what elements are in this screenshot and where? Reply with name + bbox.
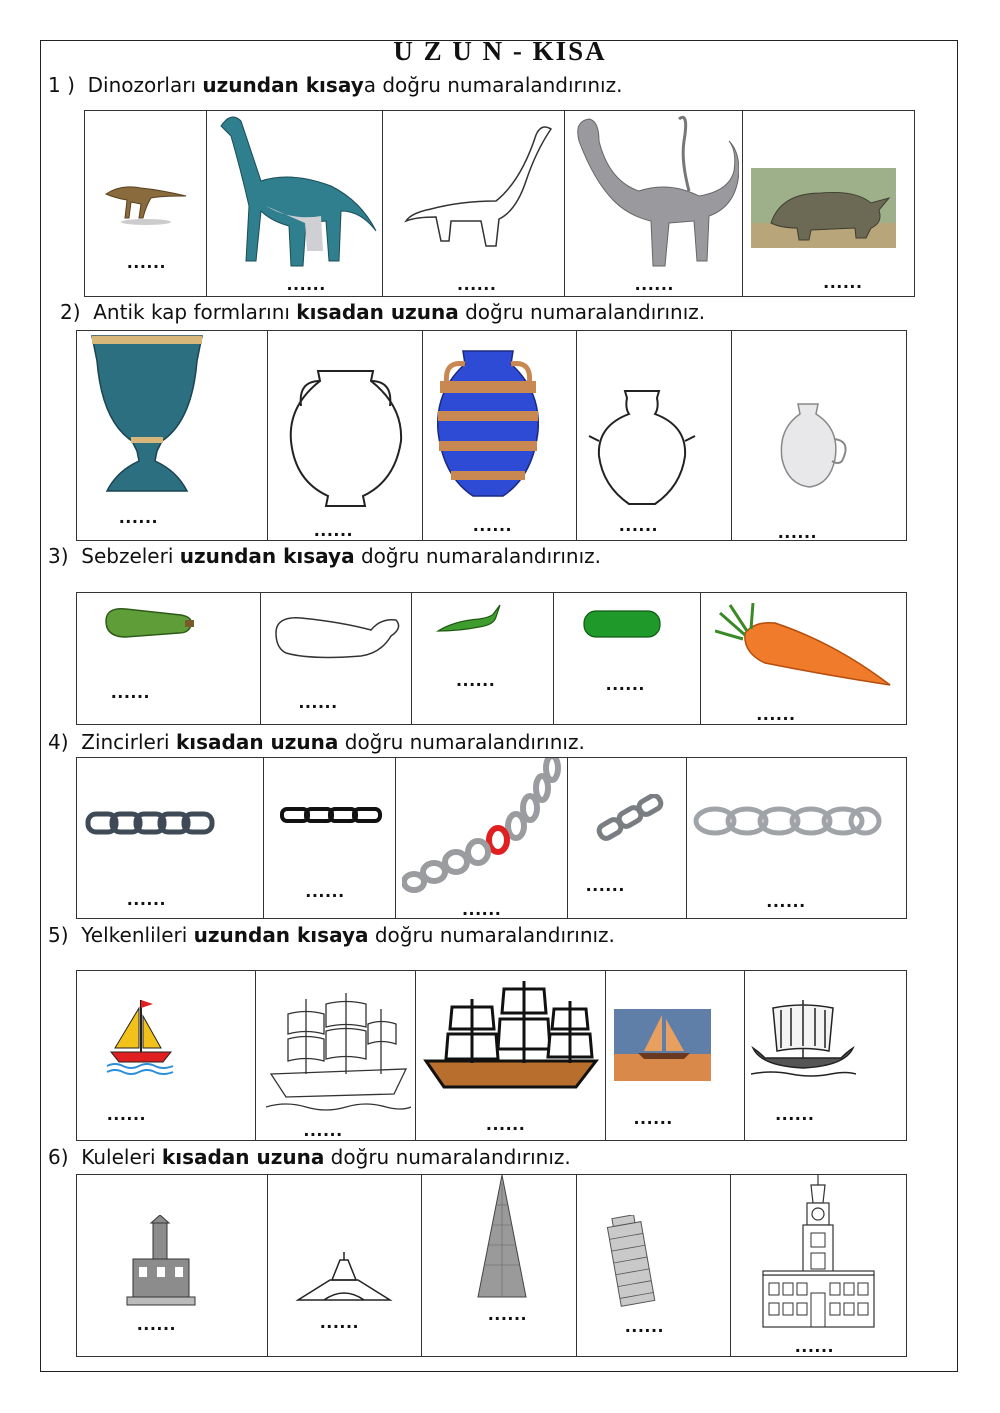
answer-blank[interactable]: ...... — [778, 521, 818, 543]
outline-amphora-image — [283, 366, 408, 511]
answer-blank[interactable]: ...... — [756, 703, 796, 725]
answer-blank[interactable]: ...... — [625, 1315, 665, 1337]
teal-chalice-image — [87, 331, 207, 501]
answer-blank[interactable]: ...... — [823, 271, 863, 293]
answer-blank[interactable]: ...... — [462, 898, 502, 920]
question-2: 2) Antik kap formlarını kısadan uzuna doğru numaralandırınız. — [60, 300, 706, 324]
vessel-cell-5 — [731, 331, 906, 543]
answer-blank[interactable]: ...... — [314, 519, 354, 541]
question-3-row — [76, 592, 907, 725]
zucchini-image — [101, 603, 196, 643]
question-6-row — [76, 1174, 907, 1357]
tower-cell-1 — [77, 1175, 267, 1356]
dino-cell-2 — [206, 111, 383, 296]
answer-blank[interactable]: ...... — [634, 273, 675, 295]
chain-cell-5 — [686, 758, 906, 918]
small-dinosaur-image — [101, 166, 191, 226]
short-chain-image — [594, 794, 669, 844]
outline-sauropod-image — [401, 121, 561, 251]
answer-blank[interactable]: ...... — [486, 1113, 526, 1135]
chain-cell-2 — [263, 758, 396, 918]
answer-blank[interactable]: ...... — [473, 514, 513, 536]
worksheet-title: U Z U N - KISA — [393, 36, 607, 66]
eiffel-tower-image — [294, 1250, 394, 1302]
answer-blank[interactable]: ...... — [457, 273, 497, 295]
teal-sauropod-image — [211, 111, 381, 271]
dino-cell-1 — [85, 111, 206, 296]
viking-ship-image — [751, 996, 856, 1081]
outline-galleon-image — [266, 989, 411, 1114]
maiden-tower-image — [125, 1215, 197, 1307]
vessel-cell-3 — [422, 331, 576, 540]
black-chain-image — [279, 806, 384, 824]
chain-cell-1 — [77, 758, 263, 918]
vegetable-cell-2 — [260, 593, 412, 724]
vessel-cell-1 — [77, 331, 267, 540]
vegetable-cell-1 — [77, 593, 260, 724]
ship-cell-1 — [77, 971, 255, 1140]
answer-blank[interactable]: ...... — [633, 1107, 674, 1129]
answer-blank[interactable]: ...... — [298, 691, 338, 713]
silver-chain-image — [693, 803, 883, 839]
answer-blank[interactable]: ...... — [320, 1311, 360, 1333]
question-2-row — [76, 330, 907, 541]
small-white-jug-image — [770, 399, 855, 489]
question-3: 3) Sebzeleri uzundan kısaya doğru numaralandırınız. — [48, 544, 602, 568]
question-5-row — [76, 970, 907, 1141]
answer-blank[interactable]: ...... — [775, 1103, 815, 1125]
ship-cell-4 — [605, 971, 745, 1140]
answer-blank[interactable]: ...... — [127, 888, 167, 910]
chain-cell-3 — [395, 758, 567, 918]
long-silver-chain-image — [402, 758, 562, 893]
carrot-image — [715, 603, 895, 693]
transamerica-pyramid-image — [474, 1175, 530, 1300]
answer-blank[interactable]: ...... — [107, 1103, 147, 1125]
green-pepper-image — [434, 601, 504, 641]
answer-blank[interactable]: ...... — [119, 506, 159, 528]
answer-blank[interactable]: ...... — [137, 1313, 177, 1335]
answer-blank[interactable]: ...... — [766, 890, 806, 912]
answer-blank[interactable]: ...... — [111, 681, 151, 703]
tower-cell-4 — [576, 1175, 730, 1356]
ship-cell-5 — [744, 971, 906, 1140]
answer-blank[interactable]: ...... — [488, 1303, 528, 1325]
question-5: 5) Yelkenlileri uzundan kısaya doğru numaralandırınız. — [48, 923, 615, 947]
answer-blank[interactable]: ...... — [127, 251, 167, 273]
vegetable-cell-3 — [411, 593, 553, 724]
outline-vase-image — [587, 386, 697, 511]
tower-cell-3 — [421, 1175, 576, 1356]
question-1-row — [84, 110, 915, 297]
answer-blank[interactable]: ...... — [585, 874, 626, 896]
question-1: 1 ) Dinozorları uzundan kısaya doğru numaralandırınız. — [48, 73, 623, 97]
ship-cell-2 — [255, 971, 416, 1140]
answer-blank[interactable]: ...... — [305, 880, 345, 902]
question-6: 6) Kuleleri kısadan uzuna doğru numaralandırınız. — [48, 1145, 571, 1169]
outline-eggplant-image — [271, 608, 406, 668]
cucumber-image — [582, 608, 662, 640]
answer-blank[interactable]: ...... — [795, 1335, 835, 1357]
blue-striped-amphora-image — [433, 346, 543, 508]
answer-blank[interactable]: ...... — [605, 673, 646, 695]
toy-sailboat-image — [103, 996, 178, 1076]
dark-chain-image — [85, 808, 215, 838]
vegetable-cell-5 — [700, 593, 907, 724]
independence-hall-image — [761, 1175, 876, 1330]
vessel-cell-4 — [576, 331, 731, 540]
answer-blank[interactable]: ...... — [456, 669, 496, 691]
dino-cell-4 — [564, 111, 743, 296]
vessel-cell-2 — [267, 331, 422, 540]
vegetable-cell-4 — [553, 593, 700, 724]
question-4-row — [76, 757, 907, 919]
pisa-tower-image — [605, 1215, 675, 1307]
triceratops-image — [751, 168, 896, 248]
answer-blank[interactable]: ...... — [619, 514, 659, 536]
ship-cell-3 — [415, 971, 605, 1140]
tower-cell-5 — [730, 1175, 906, 1356]
chain-cell-4 — [567, 758, 686, 918]
black-white-ship-image — [422, 979, 600, 1097]
tower-cell-2 — [267, 1175, 421, 1356]
grey-sauropod-image — [569, 111, 739, 271]
answer-blank[interactable]: ...... — [303, 1119, 343, 1141]
sunset-sailboat-image — [614, 1009, 711, 1081]
dino-cell-3 — [382, 111, 564, 296]
answer-blank[interactable]: ...... — [286, 273, 327, 295]
dino-cell-5 — [742, 111, 914, 296]
question-4: 4) Zincirleri kısadan uzuna doğru numaralandırınız. — [48, 730, 585, 754]
